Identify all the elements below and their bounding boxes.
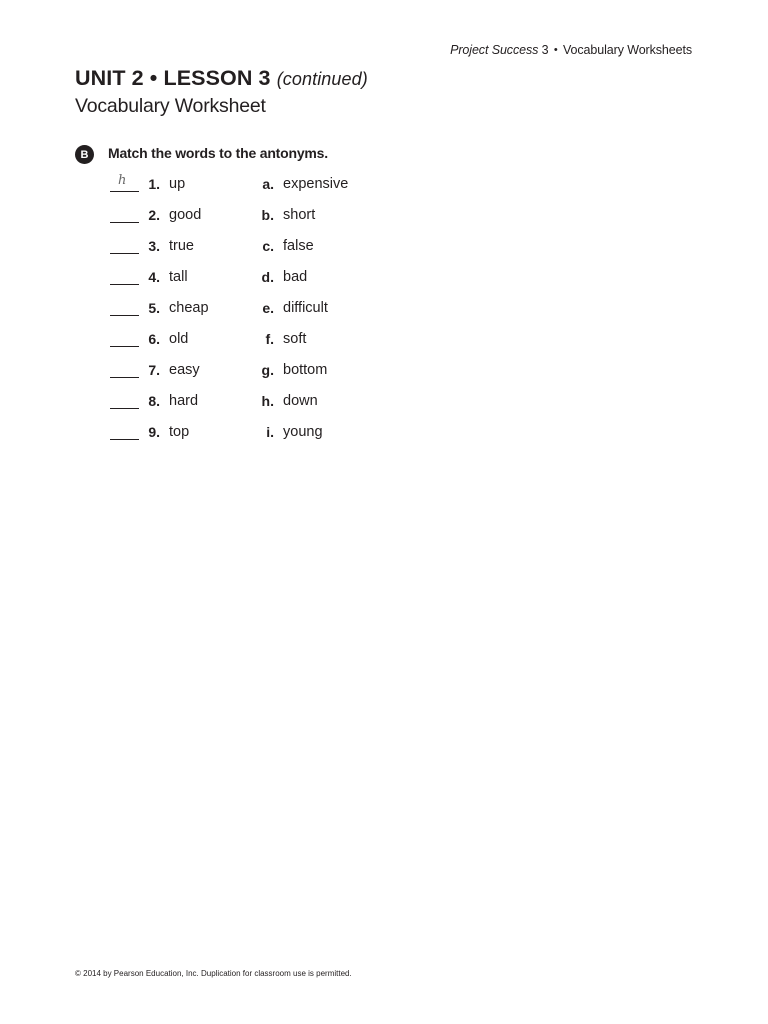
exercise-row [0,360,768,382]
continued-label: (continued) [276,69,368,89]
exercise-row [0,329,768,351]
option-letter: b. [261,207,274,223]
option-letter: d. [261,269,274,285]
worksheet-subtitle: Vocabulary Worksheet [75,95,266,117]
option-letter: c. [262,238,274,254]
answer-blank[interactable] [110,302,139,316]
option-letter: g. [261,362,274,378]
answer-blank[interactable] [110,395,139,409]
item-word: cheap [169,300,209,316]
item-word: good [169,207,202,223]
option-letter: e. [262,300,274,316]
exercise-instruction: Match the words to the antonyms. [108,145,328,161]
option-antonym: expensive [283,176,349,192]
running-header [450,43,692,57]
item-word: easy [169,362,200,378]
section-badge: B [75,145,94,164]
exercise-row [0,422,768,444]
exercise-row [0,391,768,413]
answer-blank[interactable] [110,426,139,440]
item-number: 3. [148,238,160,254]
option-antonym: bad [283,269,308,285]
answer-blank[interactable] [110,333,139,347]
option-letter: i. [266,424,274,440]
option-antonym: short [283,207,316,223]
item-number: 1. [148,176,160,192]
option-letter: a. [262,176,274,192]
unit-lesson-title: UNIT 2 • LESSON 3 [75,66,271,90]
item-number: 9. [148,424,160,440]
item-number: 4. [148,269,160,285]
answer-blank[interactable] [110,271,139,285]
option-antonym: false [283,238,314,254]
exercise-row [0,267,768,289]
item-number: 7. [148,362,160,378]
header-bullet: • [553,44,558,56]
item-word: top [169,424,190,440]
handwritten-answer: h [118,173,127,188]
item-word: old [169,331,189,347]
exercise-row [0,174,768,196]
option-letter: f. [265,331,274,347]
item-number: 6. [148,331,160,347]
page-title [75,66,368,91]
option-antonym: difficult [283,300,328,316]
item-number: 5. [148,300,160,316]
exercise-row [0,205,768,227]
option-letter: h. [261,393,274,409]
copyright-footer: © 2014 by Pearson Education, Inc. Duplication for classroom use is permitted. [75,969,352,978]
header-section: Vocabulary Worksheets [563,43,692,57]
option-antonym: soft [283,331,307,347]
answer-blank[interactable] [110,173,139,192]
answer-blank[interactable] [110,240,139,254]
option-antonym: down [283,393,318,409]
item-number: 2. [148,207,160,223]
item-word: up [169,176,186,192]
series-level: 3 [541,43,549,57]
series-title: Project Success [450,43,539,57]
exercise-row [0,236,768,258]
item-number: 8. [148,393,160,409]
item-word: true [169,238,194,254]
option-antonym: young [283,424,323,440]
exercise-row [0,298,768,320]
answer-blank[interactable] [110,209,139,223]
answer-blank[interactable] [110,364,139,378]
option-antonym: bottom [283,362,328,378]
item-word: tall [169,269,188,285]
item-word: hard [169,393,199,409]
